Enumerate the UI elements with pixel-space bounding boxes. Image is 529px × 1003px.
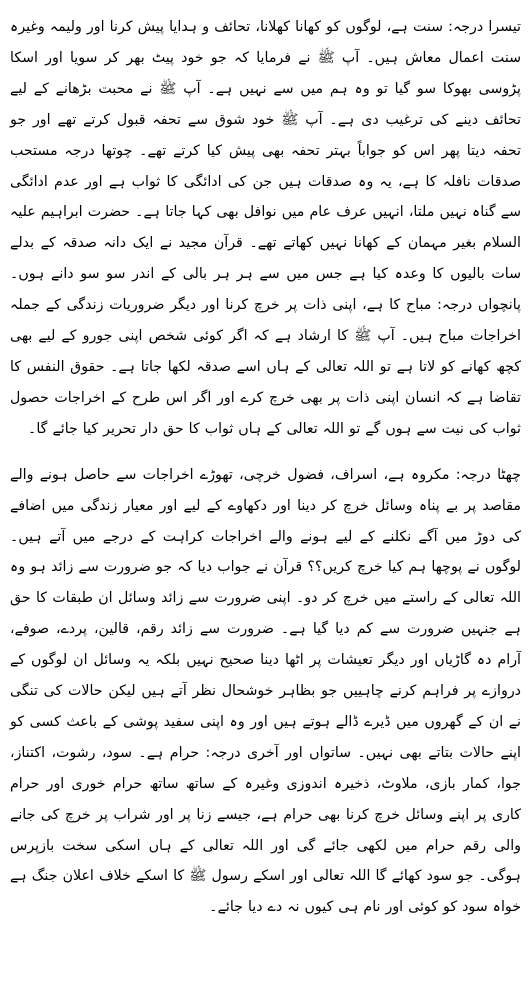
paragraph-third-to-fifth-degree: تیسرا درجہ: سنت ہے، لوگوں کو کھانا کھلانا، تحائف و ہدایا پیش کرنا اور ولیمہ وغیرہ سنت اعمال معاش ہیں۔ آپ ﷺ نے فرمایا کہ جو خود پیٹ بھر کر سویا اور اسکا پڑوسی بھوکا سو گیا تو وہ ہم میں سے نہیں ہے۔ آپ ﷺ نے محبت بڑھانے کے لیے تحائف دینے کی ترغیب دی ہے۔ آپ ﷺ خود شوق سے تحفہ قبول کرتے تھے اور جو تحفہ دیتا پھر اس کو جواباً بہتر تحفہ بھی پیش کیا کرتے تھے۔ چوتھا درجہ مستحب صدقات نافلہ کا ہے، یہ وہ صدقات ہیں جن کی ادائگی کا ثواب ہے اور عدم ادائگی سے گناہ نہیں ملتا، انہیں عرف عام میں نوافل بھی کہا جاتا ہے۔ حضرت ابراہیم علیہ السلام بغیر مہمان کے کھانا نہیں کھاتے تھے۔ قرآن مجید نے ایک دانہ صدقہ کے بدلے سات بالیوں کا وعدہ کیا ہے جس میں سے ہر ہر بالی کے اندر سو سو دانے ہوں۔ پانچواں درجہ: مباح کا ہے، اپنی ذات پر خرچ کرنا اور دیگر ضروریات زندگی کے جملہ اخراجات مباح ہیں۔ آپ ﷺ کا ارشاد ہے کہ اگر کوئی شخص اپنی جورو کے لیے بھی کچھ کھانے کو لاتا ہے تو اللہ تعالی کے ہاں اسے صدقہ لکھا جاتا ہے۔ حقوق النفس کا تقاضا ہے کہ انسان اپنی ذات پر بھی خرچ کرے اور اگر اس طرح کے اخراجات حصول ثواب کی نیت سے ہوں گے تو اللہ تعالی کے ہاں ثواب کا حق دار تحریر کیا جائے گا۔ xyxy=(10,19,521,437)
paragraph-sixth-and-seventh-degree: چھٹا درجہ: مکروہ ہے، اسراف، فضول خرچی، تھوڑے اخراجات سے حاصل ہونے والے مقاصد پر بے پناہ وسائل خرچ کر دینا اور دکھاوے کے لیے اور معیار زندگی میں اضافے کی دوڑ میں آگے نکلنے کے لیے ہونے والے اخراجات کراہت کے درجے میں آتے ہیں۔ لوگوں نے پوچھا ہم کیا خرچ کریں؟؟ قرآن نے جواب دیا کہ جو ضرورت سے زائد ہو وہ اللہ تعالی کے راستے میں خرچ کر دو۔ اپنی ضرورت سے زائد وسائل ان طبقات کا حق ہے جنہیں ضرورت سے کم دیا گیا ہے۔ ضرورت سے زائد رقم، قالین، پردے، صوفے، آرام دہ گاڑیاں اور دیگر تعیشات پر اٹھا دینا صحیح نہیں بلکہ یہ وسائل ان لوگوں کے دروازے پر فراہم کرنے چاہییں جو بظاہر خوشحال نظر آتے ہیں لیکن حالات کی تنگی نے ان کے گھروں میں ڈیرے ڈالے ہوتے ہیں اور وہ اپنی سفید پوشی کے باعث کسی کو اپنے حالات بتاتے بھی نہیں۔ ساتواں اور آخری درجہ: حرام ہے۔ سود، رشوت، اکتناز، جوا، کمار بازی، ملاوٹ، ذخیرہ اندوزی وغیرہ کے ساتھ ساتھ حرام خوری اور حرام کاری پر اپنے وسائل خرچ کرنا بھی حرام ہے، جیسے زنا پر اور شراب پر خرچ کی جانے والی رقم حرام میں لکھی جائے گی اور اللہ تعالی کے ہاں اسکی سخت بازپرس ہوگی۔ جو سود کھائے گا اللہ تعالی اور اسکے رسول ﷺ کا اسکے خلاف اعلان جنگ ہے خواہ سود کو کوئی اور نام ہی کیوں نہ دے دیا جائے۔ xyxy=(10,466,521,916)
